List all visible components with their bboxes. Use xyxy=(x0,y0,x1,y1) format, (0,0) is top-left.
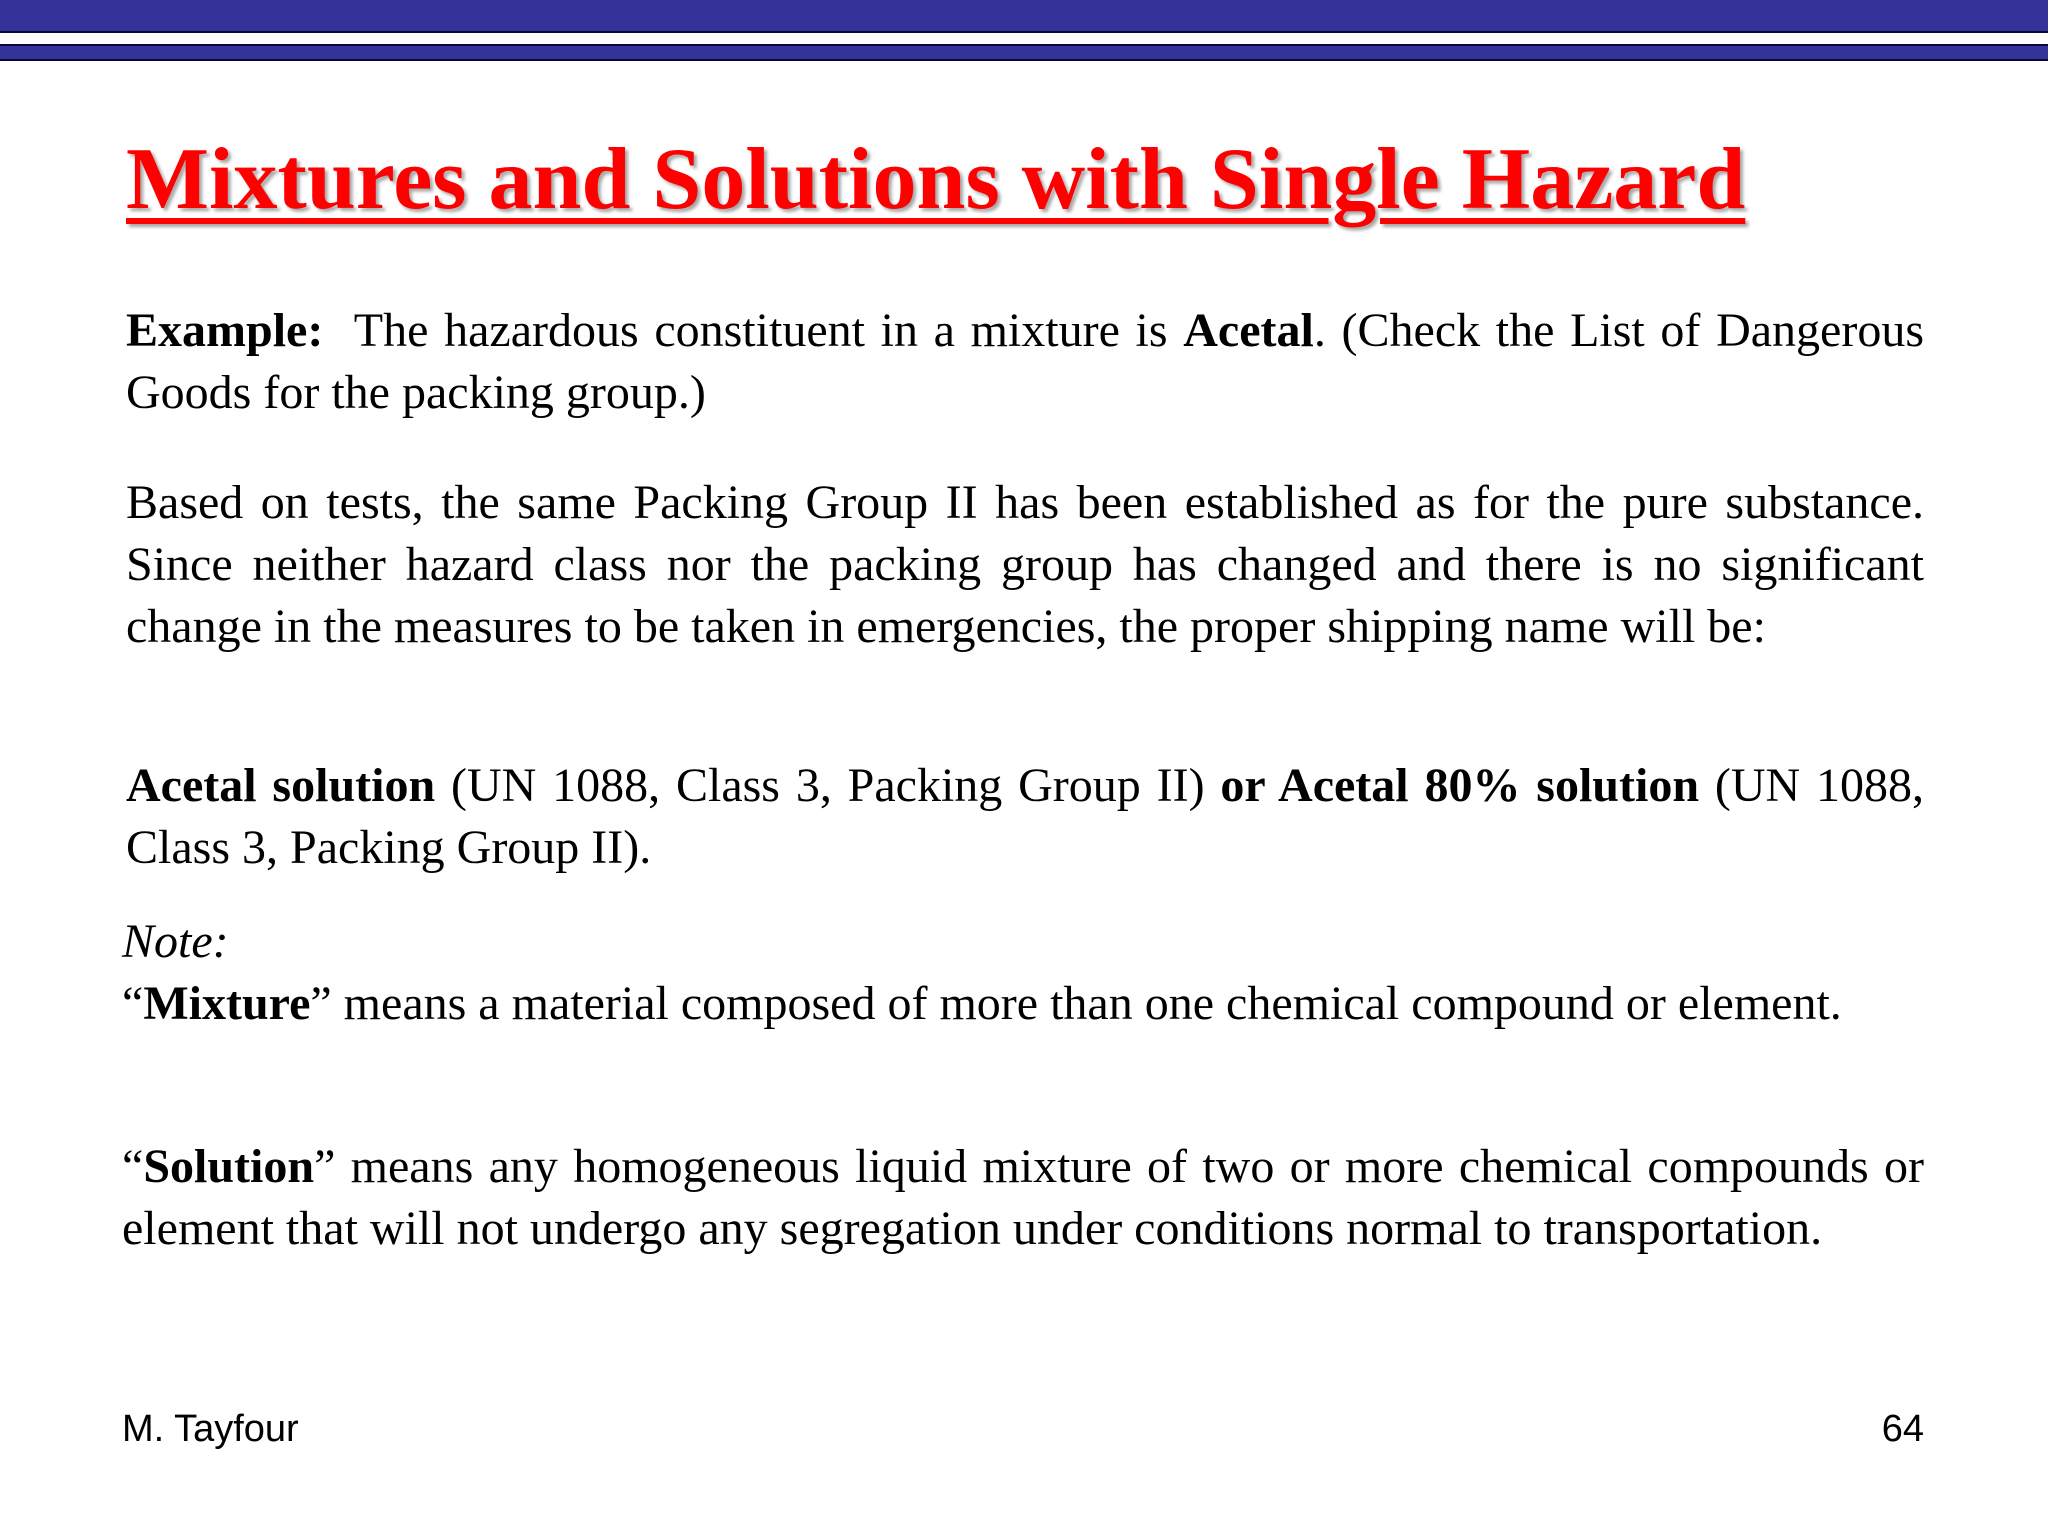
solution-open-quote: “ xyxy=(122,1140,144,1193)
example-text-a: The hazardous constituent in a mixture is xyxy=(323,304,1184,357)
mixture-term: Mixture xyxy=(143,977,311,1030)
mixture-open-quote: “ xyxy=(122,977,144,1030)
example-text-b: . (Check the List of Dangerous Goods for the packing group.) xyxy=(126,304,1925,419)
mixture-definition xyxy=(122,973,1924,1035)
solution-definition-text: ” means any homogeneous liquid mixture of two or more chemical compounds or element that will not undergo any segregation under conditions normal to transportation. xyxy=(122,1140,1924,1255)
shipping-name-paragraph xyxy=(126,755,1937,879)
footer-page-number: 64 xyxy=(1881,1408,1924,1450)
shipping-detail-2: (UN 1088, Class 3, Packing Group II). xyxy=(126,759,1937,874)
top-header-band xyxy=(0,0,2048,33)
shipping-name-2: Acetal 80% solution xyxy=(1264,759,1700,812)
shipping-name-1: Acetal solution xyxy=(126,759,436,812)
solution-term: Solution xyxy=(143,1140,315,1193)
shipping-connector: or xyxy=(1220,759,1265,812)
shipping-detail-1: (UN 1088, Class 3, Packing Group II) xyxy=(435,759,1221,812)
solution-definition xyxy=(122,1136,1924,1260)
note-label: Note: xyxy=(122,915,229,968)
top-header-stripe xyxy=(0,44,2048,61)
example-label: Example: xyxy=(126,304,324,357)
slide-title: Mixtures and Solutions with Single Hazard xyxy=(126,131,1746,228)
mixture-definition-text: ” means a material composed of more than one chemical compound or element. xyxy=(310,977,1842,1030)
example-bold-term: Acetal xyxy=(1183,304,1314,357)
tests-paragraph: Based on tests, the same Packing Group II has been established as for the pure substance. Since neither hazard class nor the packing group has changed and there is no significant change in the measures to be taken in emergencies, the proper shipping name will be: xyxy=(126,476,1924,653)
footer-author: M. Tayfour xyxy=(122,1408,299,1450)
example-paragraph xyxy=(126,300,1924,424)
